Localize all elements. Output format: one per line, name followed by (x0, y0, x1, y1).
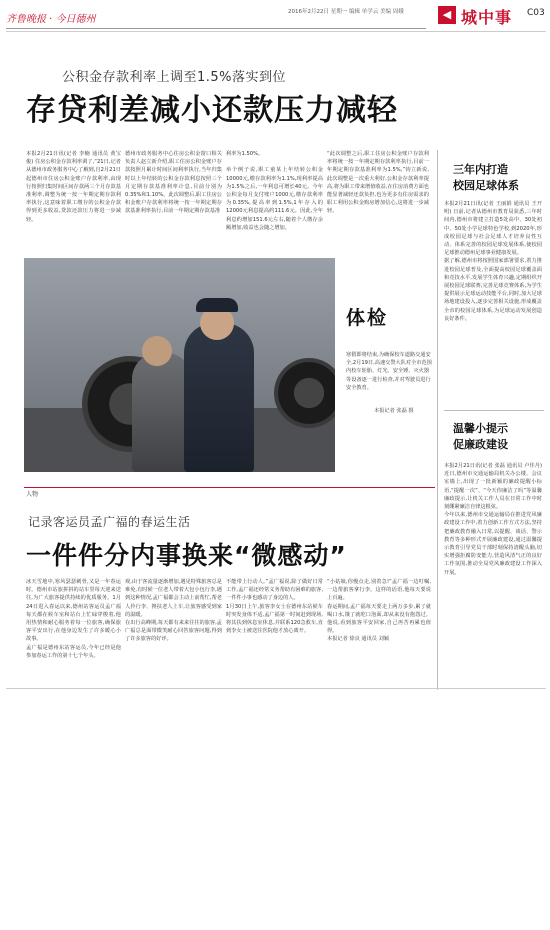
second-article-headline: 一件件分内事换来“微感动” (26, 541, 347, 570)
photo-inspector (132, 353, 192, 472)
sidebar-headline-2 (453, 421, 508, 453)
section-tag-rule (24, 487, 435, 497)
second-article-col-4: “小姑娘,你慢点走,别着急!”孟广福一边叮嘱,一边帮旅客拿行李。这样的话语,他每天要说上百遍。 春运期间,孟广福每天要走上两万多步,累了就喝口水,饿了就吃口泡面,却从来没有抱怨过。他说,看到旅客平安回家,自己再苦再累也值得。 本报记者 徐良 通讯员 刘颖 (327, 579, 431, 643)
second-article-kicker: 记录客运员孟广福的春运生活 (28, 515, 191, 529)
sidebar-divider (437, 150, 438, 690)
photo-inspector-head (142, 336, 172, 366)
sidebar-headline-1 (453, 162, 519, 194)
photo-title: 体检 (346, 307, 389, 329)
main-article-kicker: 公积金存款利率上调至1.5%落实到位 (62, 70, 287, 85)
second-article-col-1: 冰天雪地中,寒风瑟瑟刺骨,又是一年春运时。德州市站旅拼拼的站车里每天迎来送往,为广大旅客提供持续的优质服务。1月24日进入春运以来,德州站客运员孟广福每天都在候车室和站台上忙碌穿梭着,他用热情和耐心服务着每一位旅客,确保旅客平安出行,在他身边发生了许多暖心小故事。 孟广福是德州东站客运员,今年已经是他参加春运工作的第十七个年头。 (26, 579, 121, 659)
header-divider-secondary (6, 31, 546, 32)
page-number: C03 (527, 8, 545, 18)
main-article-headline: 存贷利差减小还款压力减轻 (26, 93, 398, 128)
sidebar-headline-2-line-1: 温馨小提示 (453, 422, 508, 435)
main-article-col-2: 德州市政务服务中心住房公积金窗口相关负责人赵立新介绍,职工住房公积金账户存款按照月累计时间区间利率执行,当年归集时以上年结转的公积金存款利息按照三个月定期存款基准利率计息,目前分别为0.35%和1.10%。此次调整后,职工住房公积金账户存款利率将统一按一年期定期存款基准利率执行,目前一年期定期存款基准 (125, 151, 222, 215)
news-photo (24, 258, 335, 472)
sidebar-section-divider (444, 410, 544, 411)
sidebar-article-2-body: 本报2月21日讯(记者 张磊 通讯员 卢佳丹) 近日,德州市交通运输局机关办公楼、会议室墙上,出现了一批新颖的廉政提醒小标语,“提醒一次”、“今天你廉洁了吗”等温馨廉政提示,让机关工作人员在日常工作中时刻绷紧廉洁自律这根弦。 今年以来,德州市交通运输局在推进党风廉政建设工作中,着力创新工作方式方法,坚持把廉政教育融入日常,以提醒、谈话、警示教育等多种形式开展廉政建设,通过温馨提示教育引导党员干部时刻保持清醒头脑,切实增强拒腐防变能力,营造风清气正的良好工作氛围,推动全局党风廉政建设工作深入开展。 (444, 463, 542, 576)
photo-tire-rear (274, 358, 335, 428)
main-article-col-4: “此次调整之后,职工住房公积金账户存款利率将统一按一年期定期存款利率执行,目前一年期定期存款基准利率为1.5%,”钧立新说,此次调整是一次重大利好,公积金存款利率提高,将为职工带来增值收益,在住房消费方面也能显著减轻还款负担,也为更多有住房需求的职工利用公积金购房增加信心,这将进一步减轻。 (327, 151, 429, 215)
second-article-col-2: 观,由于客流量逐渐增加,遇见特殊旅客总是难免,有时候一位老人带着大包小包行李,遇到这种情况,孟广福都会主动上前帮忙,帮老人拎行李、搀扶老人上车,让旅客感受到家的温暖。 在出行高峰期,每天都有来来往往的旅客,孟广福总是面带微笑耐心回答旅客问题,得到了许多旅客的好评。 (125, 579, 222, 643)
section-title: 城中事 (461, 8, 513, 27)
section-tag: 人物 (26, 489, 42, 498)
page-bottom-divider (6, 688, 546, 689)
header-divider (6, 28, 426, 29)
sidebar-headline-2-line-2: 促廉政建设 (453, 438, 508, 451)
photo-credit: 本报记者 张磊 摄 (374, 408, 414, 414)
masthead: 齐鲁晚报 · 今日德州 (6, 14, 96, 25)
second-article-col-3: 不能带上行动人。”孟广福说,除了做好日常工作,孟广福还经常义务帮助有困难的旅客,一件件小事也感动了身边的人。 1月30日上午,旅客李女士在德州东站候车时突发身体不适,孟广福第一时间赶到现场,将其扶到休息室休息,并联系120急救车,直到李女士被送往医院他才放心离开。 (226, 579, 323, 635)
sidebar-headline-1-line-2: 校园足球体系 (453, 179, 519, 192)
sidebar-article-1-body: 本报2月21日讯(记者 王丽娟 通讯员 王开明) 日前,记者从德州市教育局获悉,三年时间内,德州市将建立打造5处高中、30处初中、50处小学足球特色学校,到2020年,形成校园足球与社会足球人才培养良性互动、体系完善的校园足球发展体系,使校园足球推动德州足球事业健康发展。 据了解,德州市将按照国家部署要求,着力推进校园足球普及,全面提高校园足球覆盖面和竞技水平,发展学生体育兴趣,定期组织开展校园足球联赛,完善足球竞赛体系,为学生提供展示足球运动技能平台,同时,加大足球场地建设投入,逐步完善相关设施,形成覆盖全市的校园足球体系,为足球运动发展创造良好条件。 (444, 201, 542, 322)
main-article-col-1: 本报2月21日讯(记者 李楠 通讯员 黄宝俊) 住房公积金存款利率调了,“21日,记者从德州市政务服务中心了解到,自2月21日起德州市住房公积金账户存款利率,由现行按照归集时间区间存款两三个月存款基准利率,调整为统一按一年期定期存款利率执行,这意味着职工缴存的公积金存款得到更多收益,贷款还款压力将进一步减轻。 (26, 151, 121, 223)
photo-caption: 寒假即将结束,为确保校车道路交通安全,2月19日,高速交警大队对全市范围内校车轮胎、灯光、安全锤、灭火器等设备逐一进行检查,并对驾驶员进行安全教育。 (346, 352, 432, 391)
sidebar-headline-1-line-1: 三年内打造 (453, 163, 508, 176)
photo-police-cap (196, 298, 238, 312)
section-logo-icon: ◀ (438, 6, 456, 24)
main-article-col-3: 利率为1.50%。 举个例子说,职工童某上年结转公积金10000元,缴存款利率为1.1%,现利率提高为1.5%之后,一年利息可增长40元。今年公积金每月支付账户1000元,缴存款利率为0.35%,提高率到1.5%,1年存入的12000元利息提高约111.6元。因此,全年利息约增加151.6元左右,随着个人缴存余额增加,收益也会随之增加。 (226, 151, 323, 231)
photo-police-officer (184, 323, 254, 472)
date-line: 2016年2月22日 星期一 编辑 单学云 美编 周娥 (288, 9, 404, 15)
